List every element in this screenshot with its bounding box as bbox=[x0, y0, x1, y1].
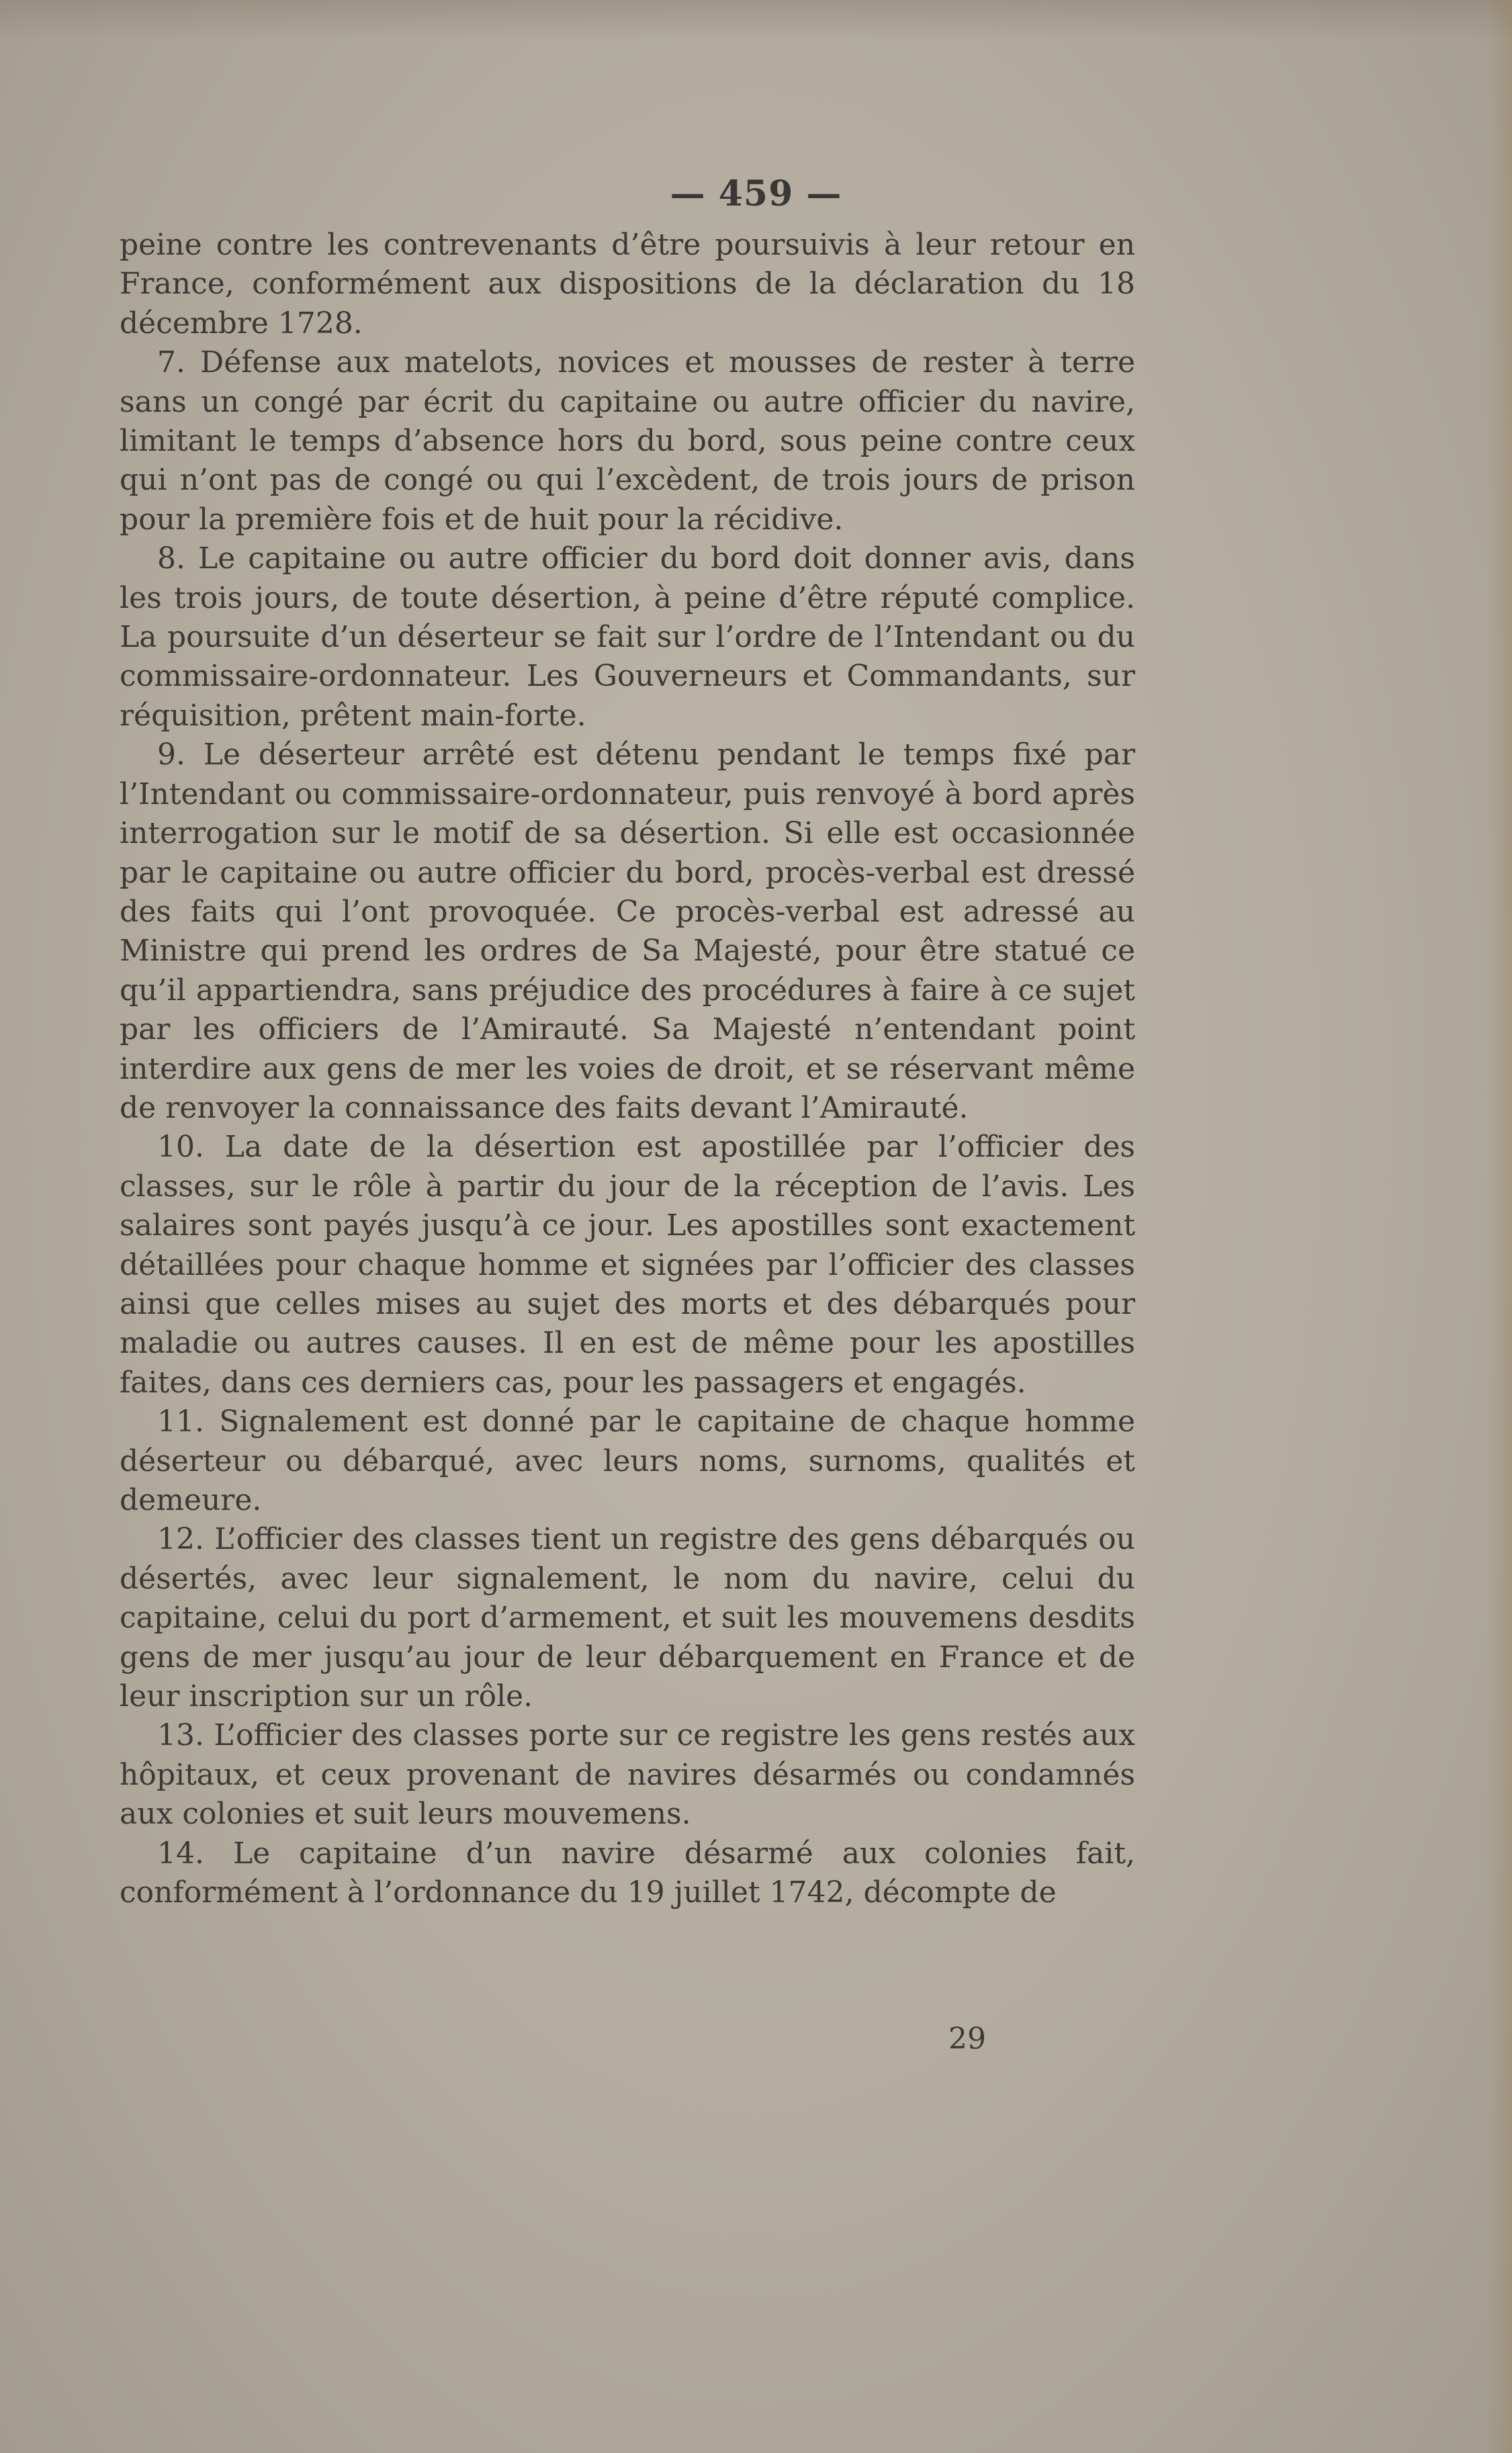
paragraph-continuation: peine contre les contrevenants d’être poursuivis à leur retour en France, conformément aux dispositions de la déclaration du 18 décembre 1728. bbox=[120, 228, 1135, 341]
page-top-shadow bbox=[0, 0, 1512, 40]
paragraph-article-11: 11. Signalement est donné par le capitaine de chaque homme déserteur ou débarqué, avec leurs noms, surnoms, qualités et demeure. bbox=[120, 1404, 1135, 1517]
page-number: — 459 — bbox=[670, 173, 842, 214]
paragraph-article-8: 8. Le capitaine ou autre officier du bord doit donner avis, dans les trois jours, de toute désertion, à peine d’être réputé complice. La poursuite d’un déserteur se fait sur l’ordre de l’Intendant ou du commissaire-ordonnateur. Les Gouverneurs et Commandants, sur réquisition, prêtent main-forte. bbox=[120, 541, 1135, 733]
page-right-edge-stain bbox=[1485, 0, 1512, 2453]
printer-signature-mark: 29 bbox=[948, 2022, 986, 2056]
paragraph-article-13: 13. L’officier des classes porte sur ce registre les gens restés aux hôpitaux, et ceux provenant de navires désarmés ou condamnés aux colonies et suit leurs mouvemens. bbox=[120, 1718, 1135, 1832]
paragraph-article-7: 7. Défense aux matelots, novices et mousses de rester à terre sans un congé par écrit du capitaine ou autre officier du navire, limitant le temps d’absence hors du bord, sous peine contre ceux qui n’ont pas de congé ou qui l’excèdent, de trois jours de prison pour la première fois et de huit pour la récidive. bbox=[120, 345, 1135, 537]
body-text bbox=[120, 226, 1135, 1912]
paragraph-article-12: 12. L’officier des classes tient un registre des gens débarqués ou désertés, avec leur signalement, le nom du navire, celui du capitaine, celui du port d’armement, et suit les mouvemens desdits gens de mer jusqu’au jour de leur débarquement en France et de leur inscription sur un rôle. bbox=[120, 1522, 1135, 1714]
paragraph-article-10: 10. La date de la désertion est apostillée par l’officier des classes, sur le rôle à partir du jour de la réception de l’avis. Les salaires sont payés jusqu’à ce jour. Les apostilles sont exactement détaillées pour chaque homme et signées par l’officier des classes ainsi que celles mises au sujet des morts et des débarqués pour maladie ou autres causes. Il en est de même pour les apostilles faites, dans ces derniers cas, pour les passagers et engagés. bbox=[120, 1130, 1135, 1400]
paragraph-article-14: 14. Le capitaine d’un navire désarmé aux colonies fait, conformément à l’ordonnance du 19 juillet 1742, décompte de bbox=[120, 1836, 1135, 1910]
paragraph-article-9: 9. Le déserteur arrêté est détenu pendant le temps fixé par l’Intendant ou commissaire-ordonnateur, puis renvoyé à bord après interrogation sur le motif de sa désertion. Si elle est occasionnée par le capitaine ou autre officier du bord, procès-verbal est dressé des faits qui l’ont provoquée. Ce procès-verbal est adressé au Ministre qui prend les ordres de Sa Majesté, pour être statué ce qu’il appartiendra, sans préjudice des procédures à faire à ce sujet par les officiers de l’Amirauté. Sa Majesté n’entendant point interdire aux gens de mer les voies de droit, et se réservant même de renvoyer la connaissance des faits devant l’Amirauté. bbox=[120, 738, 1135, 1125]
